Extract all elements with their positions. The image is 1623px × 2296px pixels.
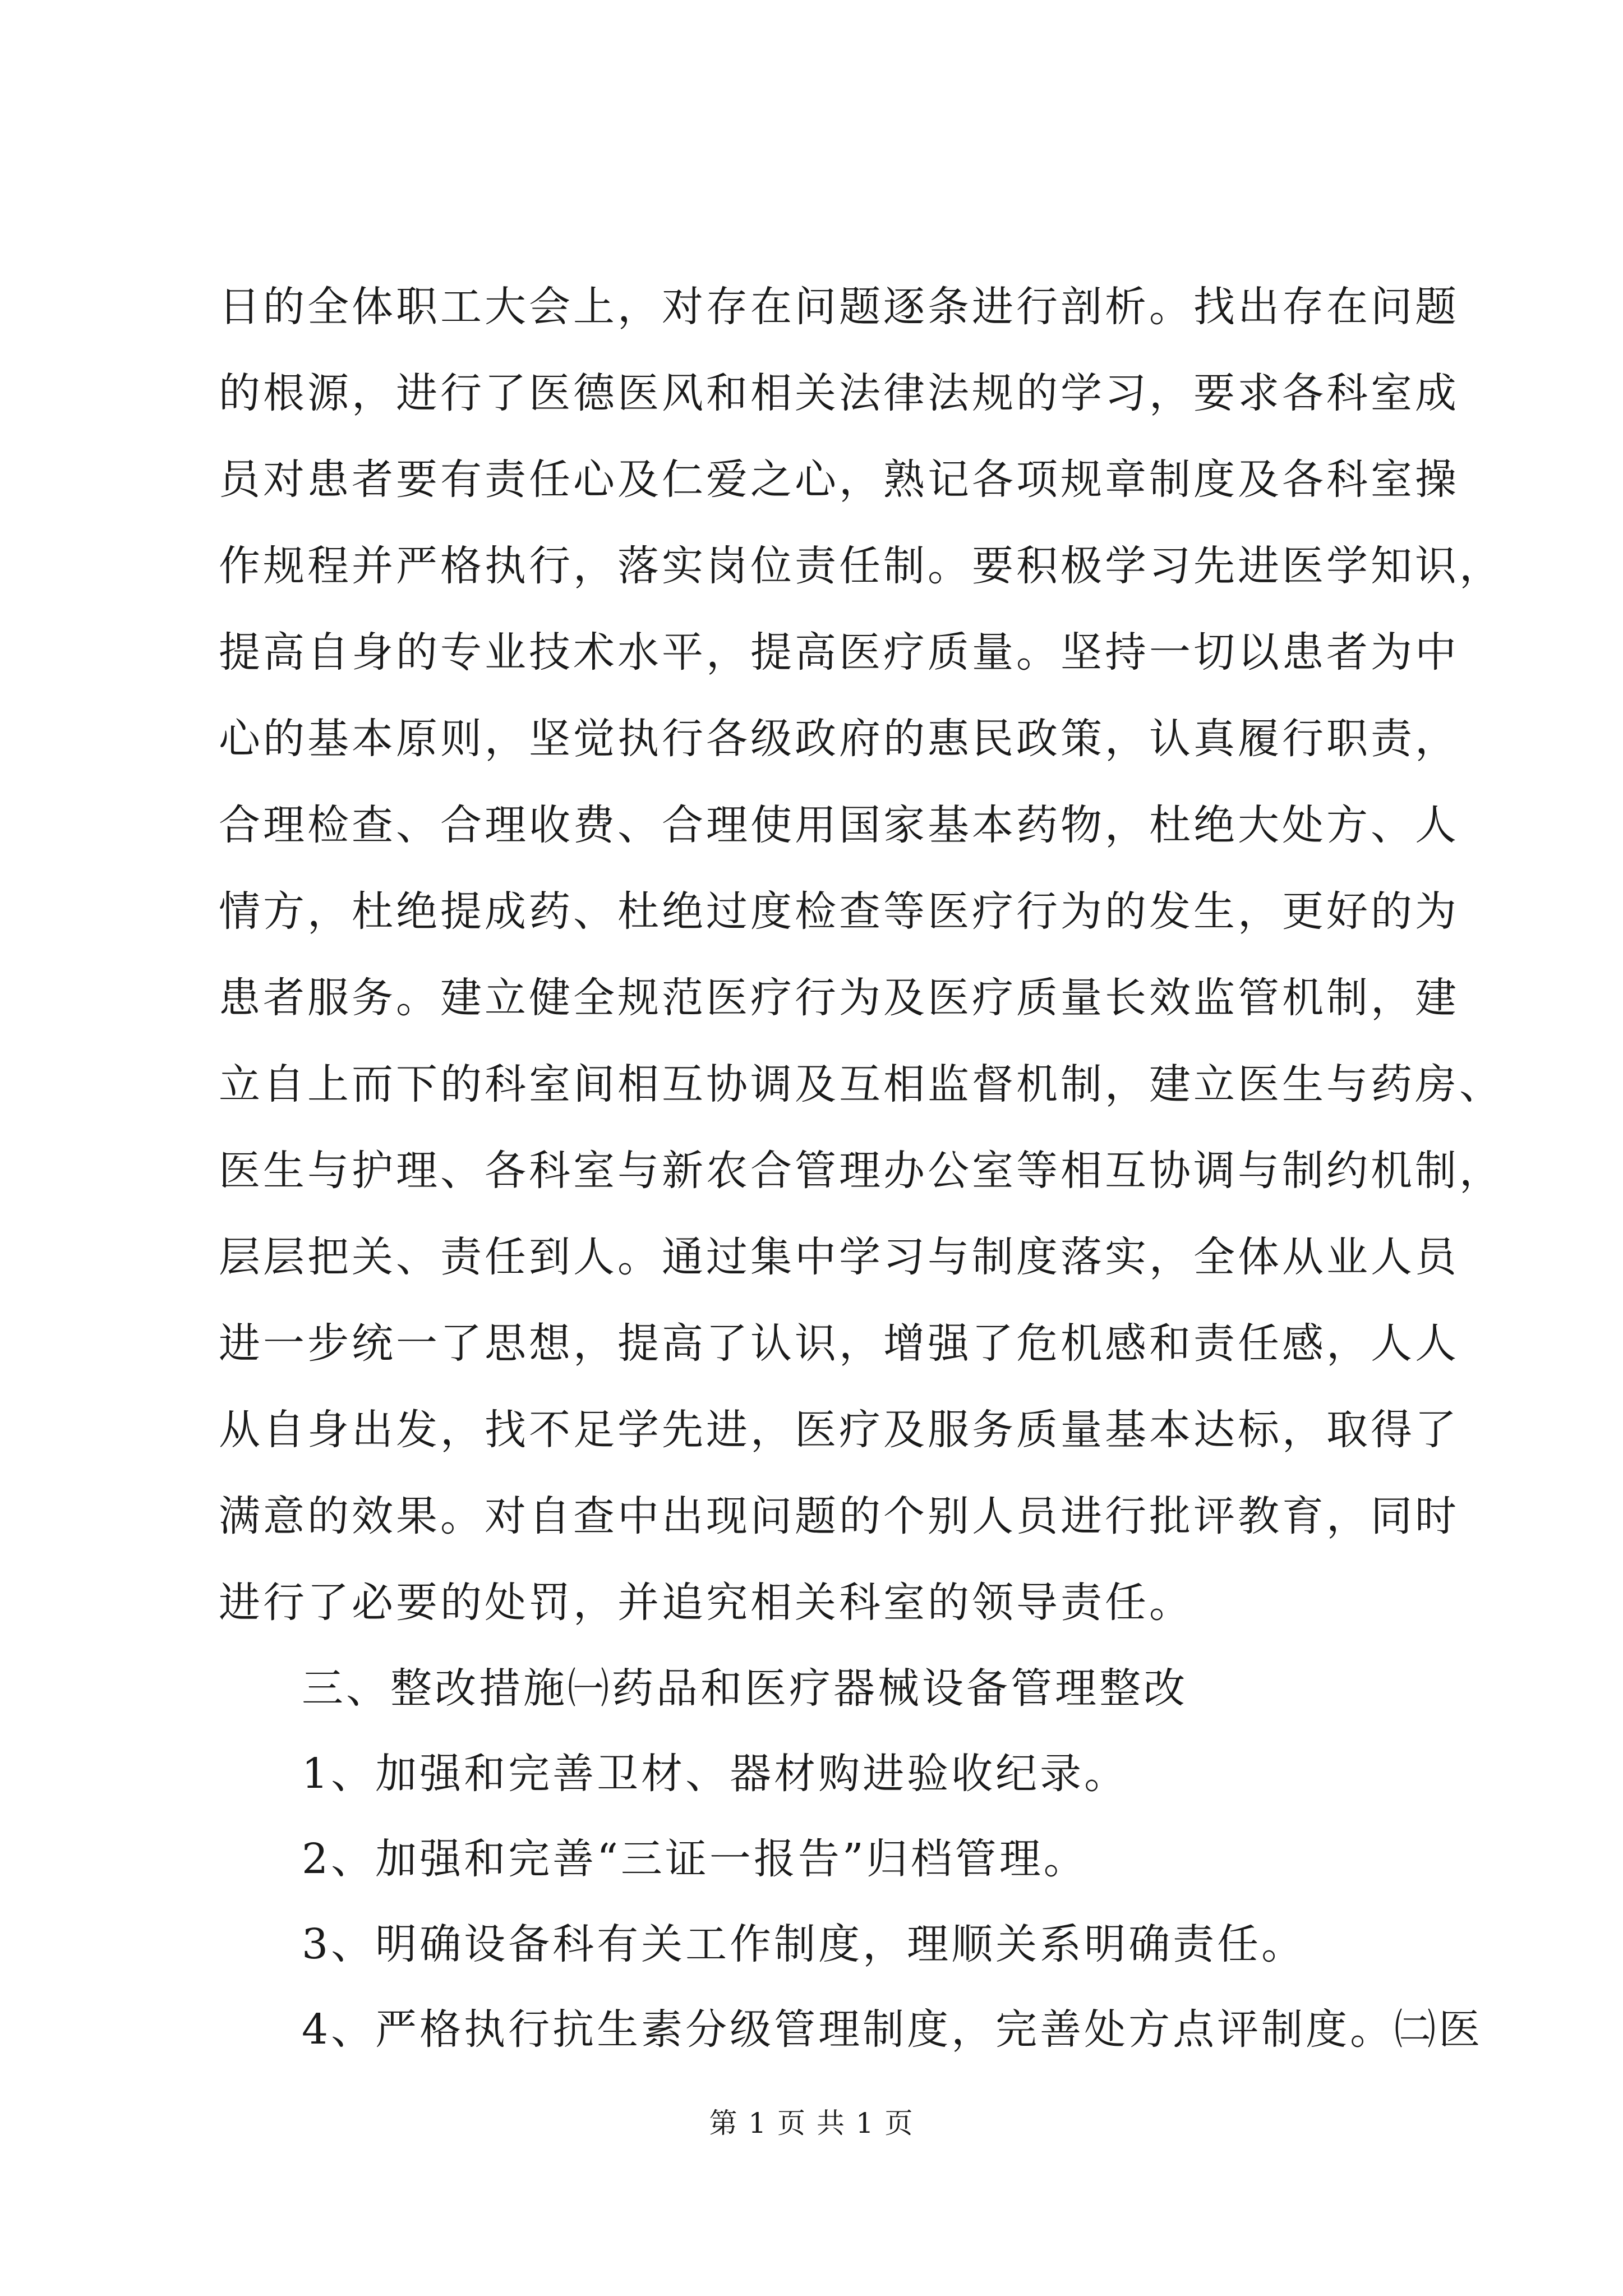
list-item: 3、明确设备科有关工作制度，理顺关系明确责任。 <box>302 1920 1306 1968</box>
text-line: 进行了必要的处罚，并追究相关科室的领导责任。 <box>219 1579 1193 1627</box>
text-line: 合理检查、合理收费、合理使用国家基本药物，杜绝大处方、人 <box>219 801 1459 849</box>
text-line: 立自上而下的科室间相互协调及互相监督机制，建立医生与药房、 <box>219 1060 1504 1108</box>
text-line: 情方，杜绝提成药、杜绝过度检查等医疗行为的发生，更好的为 <box>219 887 1459 936</box>
text-line: 患者服务。建立健全规范医疗行为及医疗质量长效监管机制，建 <box>219 974 1459 1022</box>
text-line: 医生与护理、各科室与新农合管理办公室等相互协调与制约机制， <box>219 1147 1504 1195</box>
text-line: 进一步统一了思想，提高了认识，增强了危机感和责任感，人人 <box>219 1319 1459 1368</box>
text-line: 层层把关、责任到人。通过集中学习与制度落实，全体从业人员 <box>219 1233 1459 1281</box>
text-line: 日的全体职工大会上，对存在问题逐条进行剖析。找出存在问题 <box>219 283 1459 331</box>
text-line: 作规程并严格执行，落实岗位责任制。要积极学习先进医学知识， <box>219 542 1504 590</box>
list-item: 4、严格执行抗生素分级管理制度，完善处方点评制度。㈡医 <box>302 2005 1483 2054</box>
text-line: 满意的效果。对自查中出现问题的个别人员进行批评教育，同时 <box>219 1492 1459 1540</box>
text-line: 员对患者要有责任心及仁爱之心，熟记各项规章制度及各科室操 <box>219 455 1459 504</box>
text-line: 提高自身的专业技术水平，提高医疗质量。坚持一切以患者为中 <box>219 628 1459 677</box>
section-heading: 三、整改措施㈠药品和医疗器械设备管理整改 <box>302 1664 1188 1713</box>
page-number-footer: 第 1 页 共 1 页 <box>709 2107 914 2139</box>
list-item: 1、加强和完善卫材、器材购进验收纪录。 <box>302 1750 1129 1798</box>
text-line: 从自身出发，找不足学先进，医疗及服务质量基本达标，取得了 <box>219 1406 1459 1454</box>
text-line: 心的基本原则，坚觉执行各级政府的惠民政策，认真履行职责， <box>219 715 1459 763</box>
list-item: 2、加强和完善“三证一报告”归档管理。 <box>302 1835 1088 1883</box>
document-body <box>219 264 1504 2072</box>
text-line: 的根源，进行了医德医风和相关法律法规的学习，要求各科室成 <box>219 369 1459 417</box>
